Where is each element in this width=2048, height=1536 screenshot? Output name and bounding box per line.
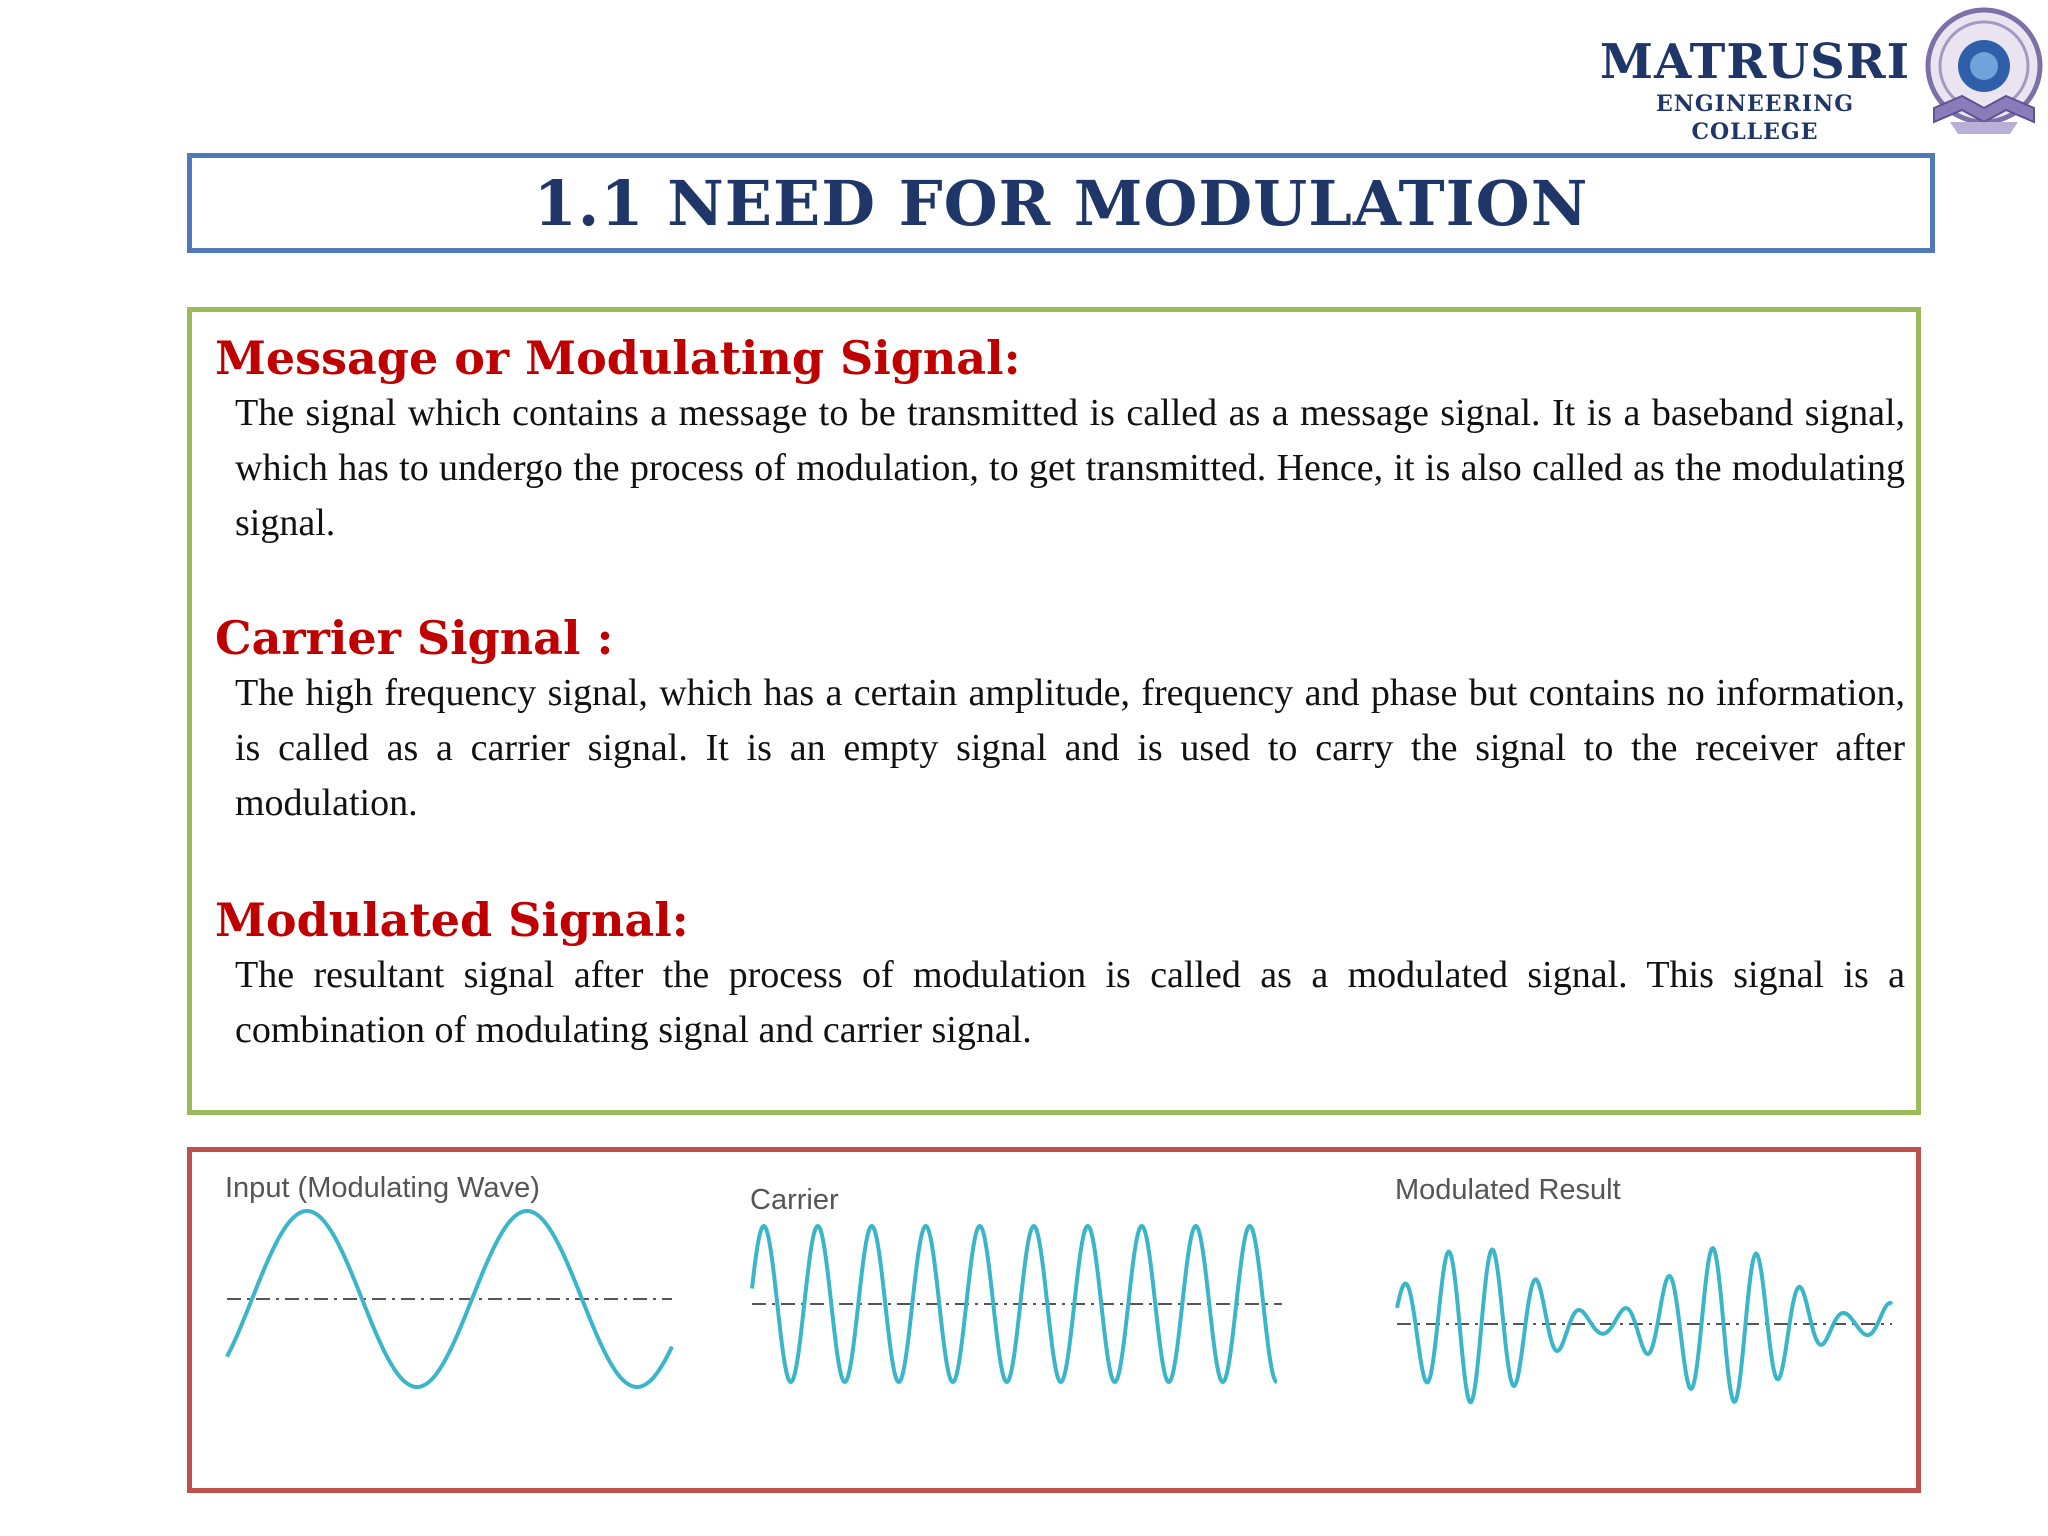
section-text: The resultant signal after the process of modulation is called as a modulated signal. This signal is a combination of modulating signal and carrier signal. [235, 954, 1905, 1051]
page-title: 1.1 NEED FOR MODULATION [533, 166, 1589, 240]
carrier-wave-label: Carrier [750, 1184, 839, 1216]
input-wave-label: Input (Modulating Wave) [225, 1172, 540, 1204]
college-logo-text [1590, 34, 1920, 146]
waveform-figure [187, 1147, 1921, 1493]
section-text: The signal which contains a message to be transmitted is called as a message signal. It is a baseband signal, which has to undergo the process of modulation, to get transmitted. Hence, it is also called as the modulating signal. [235, 392, 1905, 544]
college-seal-icon [1922, 4, 2046, 140]
college-name: MATRUSRI [1599, 34, 1911, 90]
title-box [187, 153, 1935, 253]
section-heading: Carrier Signal : [215, 611, 614, 665]
section-text: The high frequency signal, which has a certain amplitude, frequency and phase but contains no information, is called as a carrier signal. It is an empty signal and is used to carry the signal to the receiver after modulation. [235, 672, 1905, 824]
section-heading: Message or Modulating Signal: [215, 331, 1021, 385]
definitions-box [187, 307, 1921, 1115]
section-carrier-signal [215, 610, 1905, 831]
result-wave-label: Modulated Result [1395, 1174, 1621, 1206]
section-modulated-signal [215, 892, 1905, 1058]
modulated-result-wave [1397, 1248, 1892, 1402]
section-message-signal [215, 330, 1905, 551]
section-heading: Modulated Signal: [215, 893, 689, 947]
college-subtitle: ENGINEERING COLLEGE [1655, 91, 1855, 145]
